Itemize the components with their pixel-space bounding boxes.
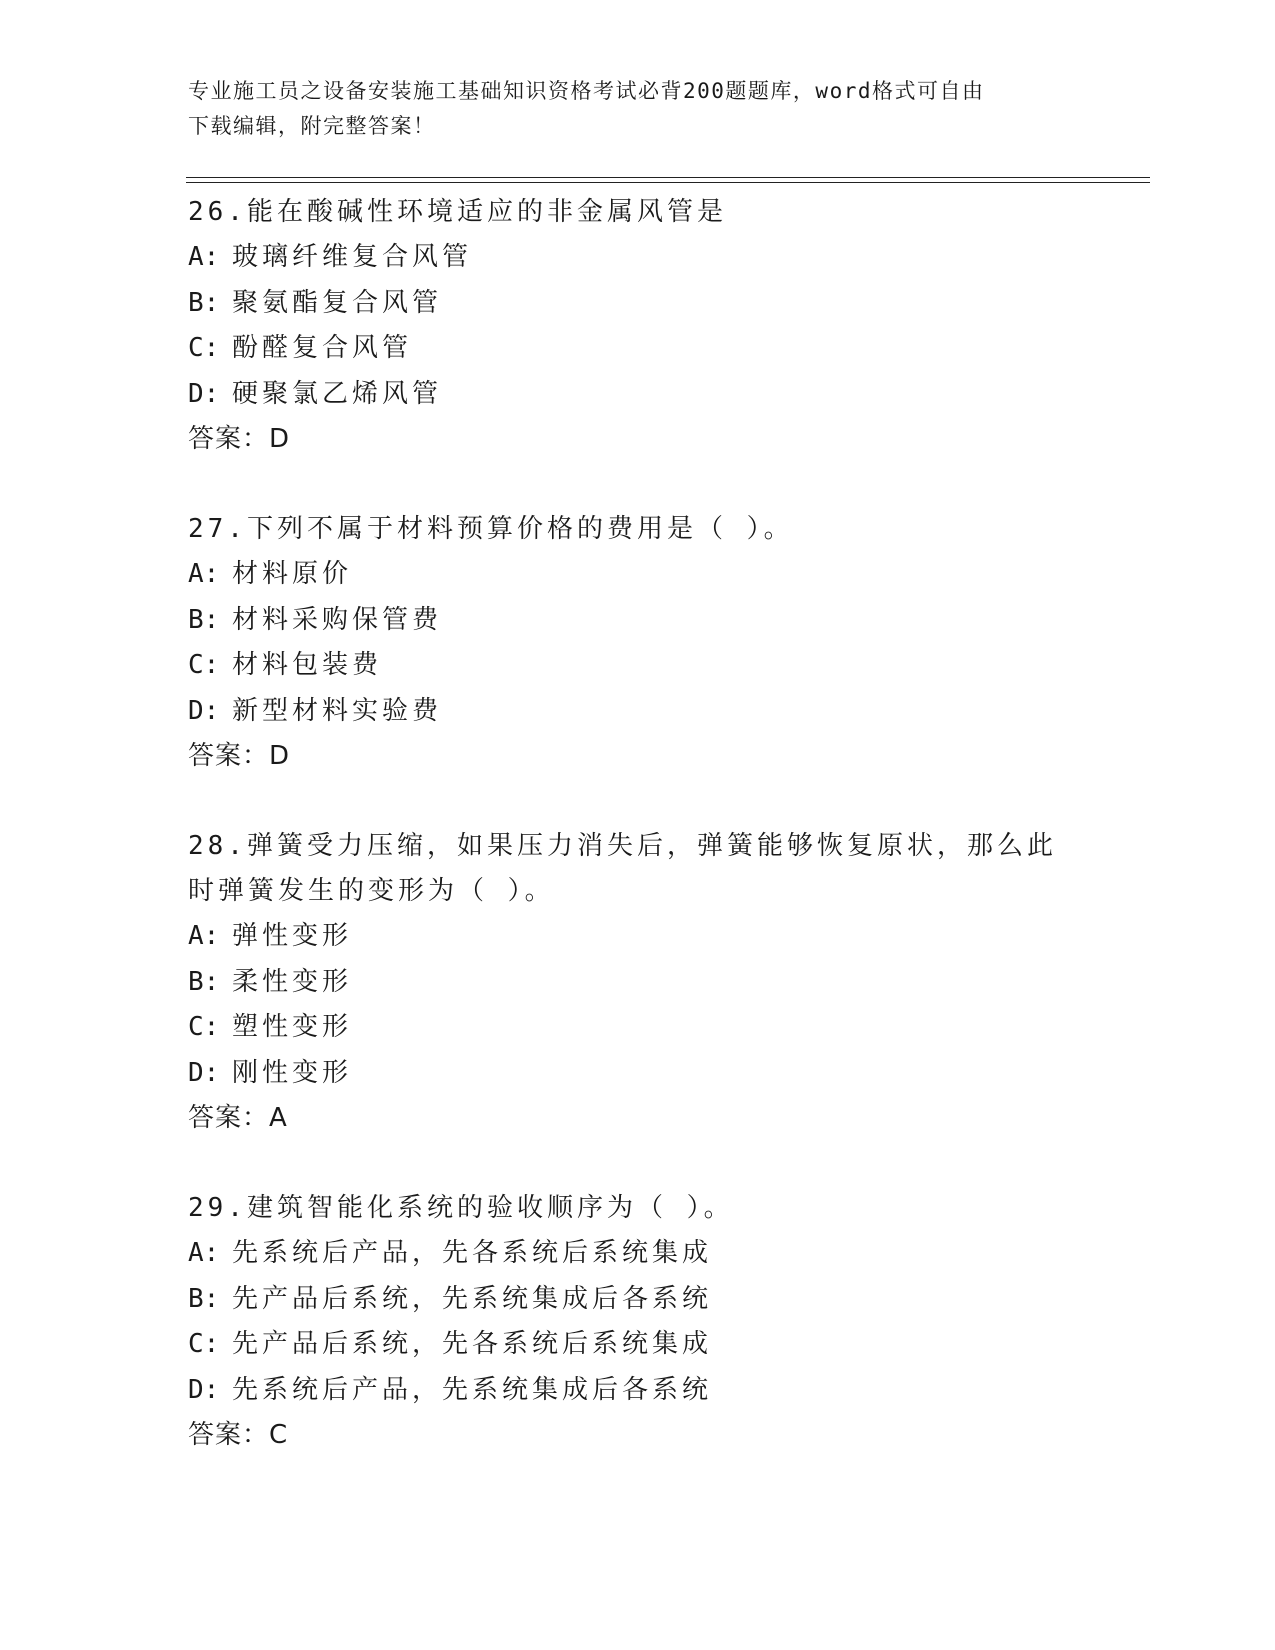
option-a xyxy=(188,1231,1088,1277)
option-c xyxy=(188,643,1088,689)
option-b xyxy=(188,960,1088,1006)
option-text: 材料包装费 xyxy=(232,650,383,680)
header-divider-top xyxy=(186,177,1150,178)
option-text: 塑性变形 xyxy=(232,1012,353,1042)
option-a xyxy=(188,552,1088,598)
option-c xyxy=(188,1322,1088,1368)
answer-line: 答案：D xyxy=(188,741,291,771)
option-text: 先系统后产品，先系统集成后各系统 xyxy=(232,1374,713,1405)
question-26 xyxy=(188,190,1088,462)
option-key: A: xyxy=(188,921,220,951)
option-key: B: xyxy=(188,604,220,635)
option-d xyxy=(188,1368,1088,1414)
option-key: D: xyxy=(188,378,220,409)
question-stem: 26.能在酸碱性环境适应的非金属风管是 xyxy=(188,197,727,227)
option-key: C: xyxy=(188,650,220,680)
option-key: C: xyxy=(188,1329,220,1359)
question-28 xyxy=(188,824,1088,1141)
option-key: B: xyxy=(188,966,220,997)
option-b xyxy=(188,598,1088,644)
option-text: 玻璃纤维复合风管 xyxy=(232,242,473,272)
option-key: A: xyxy=(188,559,220,589)
document-header xyxy=(188,74,1068,144)
header-line-2: 下载编辑，附完整答案！ xyxy=(188,114,436,138)
option-d xyxy=(188,372,1088,418)
option-d xyxy=(188,689,1088,735)
question-stem: 28.弹簧受力压缩，如果压力消失后，弹簧能够恢复原状，那么此时弹簧发生的变形为（ ）。 xyxy=(188,831,1057,906)
answer-line: 答案：A xyxy=(188,1103,288,1133)
option-key: D: xyxy=(188,1057,220,1088)
option-key: C: xyxy=(188,333,220,363)
option-text: 酚醛复合风管 xyxy=(232,333,413,363)
header-divider-bottom xyxy=(186,182,1150,183)
option-key: B: xyxy=(188,1283,220,1314)
option-b xyxy=(188,281,1088,327)
option-text: 材料原价 xyxy=(232,559,353,589)
question-list xyxy=(188,190,1088,1503)
option-text: 先产品后系统，先系统集成后各系统 xyxy=(232,1283,713,1314)
option-text: 柔性变形 xyxy=(232,966,353,997)
question-27 xyxy=(188,507,1088,779)
option-key: D: xyxy=(188,1374,220,1405)
option-text: 先系统后产品，先各系统后系统集成 xyxy=(232,1238,713,1268)
option-c xyxy=(188,326,1088,372)
option-b xyxy=(188,1277,1088,1323)
option-a xyxy=(188,914,1088,960)
header-line-1: 专业施工员之设备安装施工基础知识资格考试必背200题题库，word格式可自由 xyxy=(188,79,985,103)
option-text: 先产品后系统，先各系统后系统集成 xyxy=(232,1329,713,1359)
option-c xyxy=(188,1005,1088,1051)
option-key: A: xyxy=(188,242,220,272)
question-stem: 27.下列不属于材料预算价格的费用是（ ）。 xyxy=(188,514,794,544)
question-29 xyxy=(188,1186,1088,1458)
option-text: 材料采购保管费 xyxy=(232,604,443,635)
option-key: A: xyxy=(188,1238,220,1268)
option-text: 刚性变形 xyxy=(232,1057,353,1088)
option-d xyxy=(188,1051,1088,1097)
option-text: 聚氨酯复合风管 xyxy=(232,287,443,318)
option-key: B: xyxy=(188,287,220,318)
question-stem: 29.建筑智能化系统的验收顺序为（ ）。 xyxy=(188,1193,734,1223)
answer-line: 答案：D xyxy=(188,424,291,454)
option-key: C: xyxy=(188,1012,220,1042)
option-text: 弹性变形 xyxy=(232,921,353,951)
option-a xyxy=(188,235,1088,281)
option-key: D: xyxy=(188,695,220,726)
option-text: 新型材料实验费 xyxy=(232,695,443,726)
option-text: 硬聚氯乙烯风管 xyxy=(232,378,443,409)
answer-line: 答案：C xyxy=(188,1420,289,1450)
